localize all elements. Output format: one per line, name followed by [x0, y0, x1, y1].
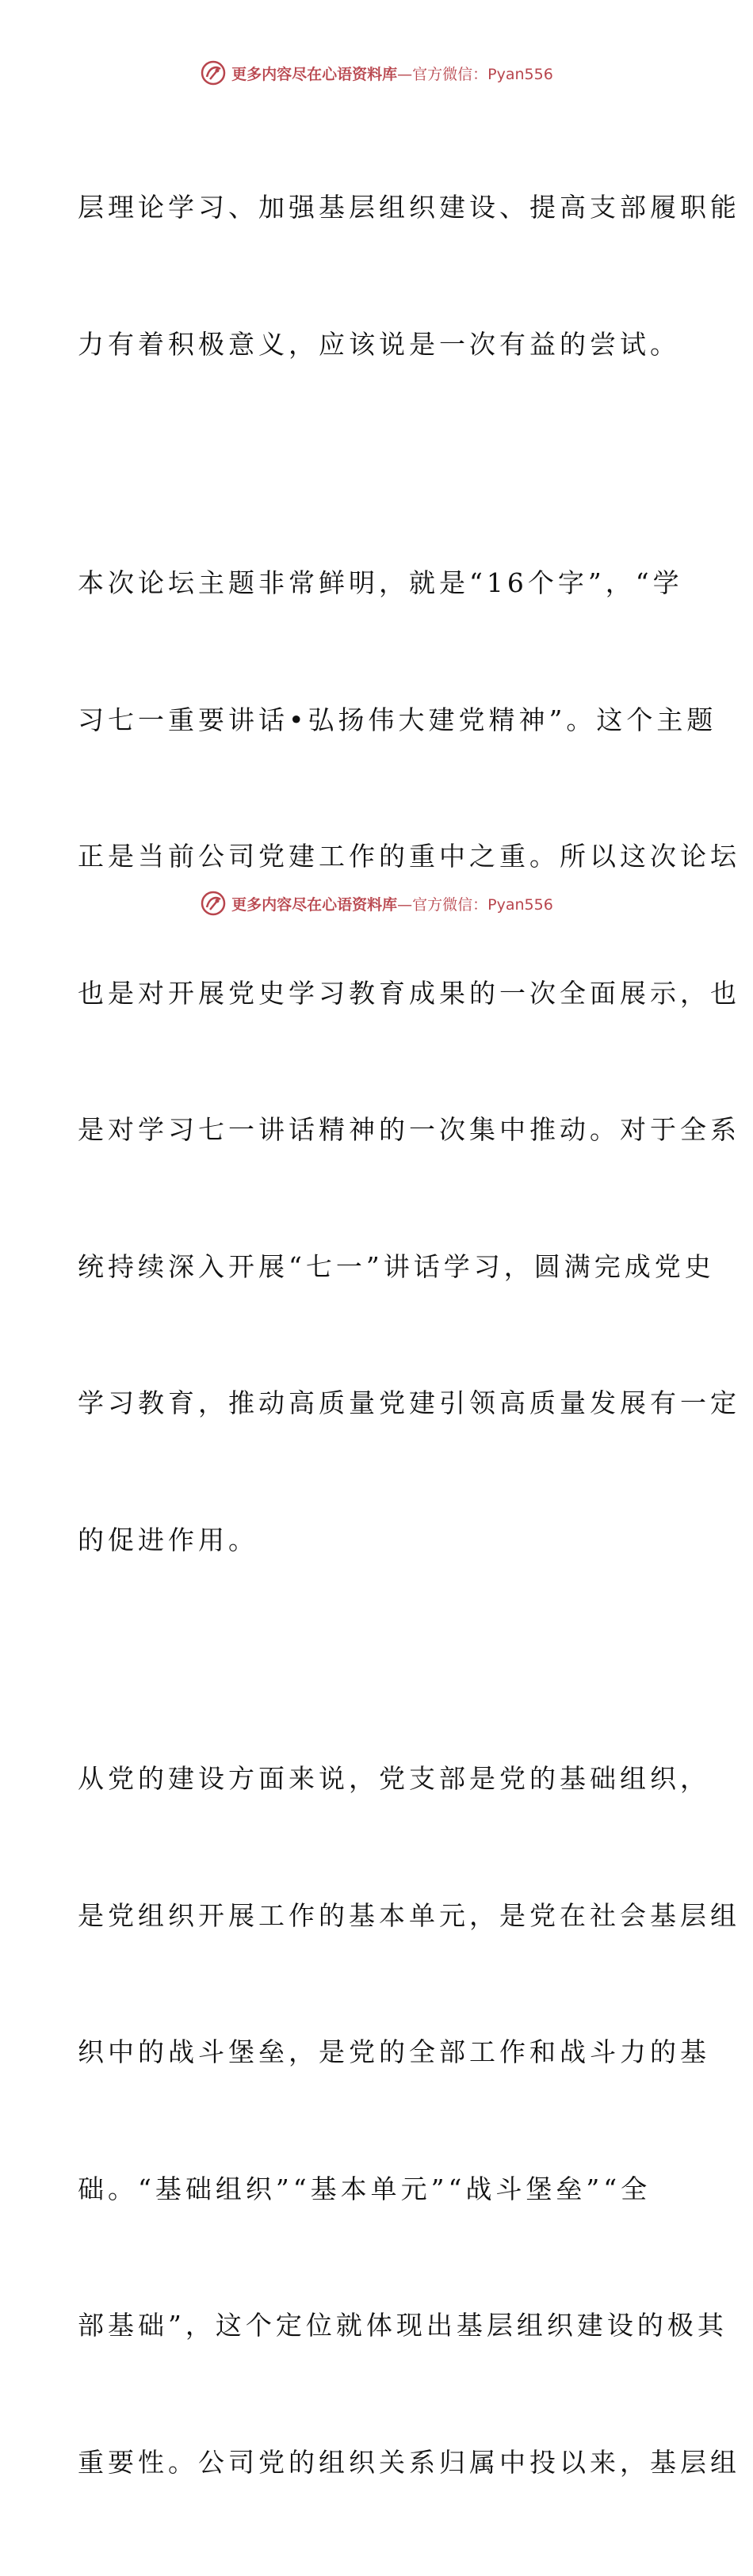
text-line: 础。“基础组织”“基本单元”“战斗堡垒”“全: [78, 2173, 652, 2204]
text-line: 本次论坛主题非常鲜明，就是“16个字”，“学: [78, 567, 683, 598]
text-line: 学习教育，推动高质量党建引领高质量发展有一定: [78, 1387, 740, 1418]
text-line: 部基础”，这个定位就体现出基层组织建设的极其: [78, 2310, 728, 2341]
text-line: 是党组织开展工作的基本单元，是党在社会基层组: [78, 1899, 740, 1931]
text-line: 层理论学习、加强基层组织建设、提高支部履职能: [78, 192, 740, 223]
text-line: 的促进作用。: [78, 1524, 258, 1555]
text-line: 正是当前公司党建工作的重中之重。所以这次论坛: [78, 841, 740, 872]
text-line: 重要性。公司党的组织关系归属中投以来，基层组: [78, 2446, 740, 2478]
watermark-text: 更多内容尽在心语资料库—官方微信：Pyan556: [231, 895, 553, 914]
text-line: 习七一重要讲话•弘扬伟大建党精神”。这个主题: [78, 704, 717, 735]
text-line: 力有着积极意义，应该说是一次有益的尝试。: [78, 328, 680, 360]
paragraph-1: [78, 93, 740, 458]
text-line: 从党的建设方面来说，党支部是党的基础组织，: [78, 1763, 710, 1794]
text-line: 统持续深入开展“七一”讲话学习，圆满完成党史: [78, 1250, 715, 1282]
text-line: 织中的战斗堡垒，是党的全部工作和战斗力的基: [78, 2036, 710, 2067]
paragraph-2: [78, 469, 740, 1654]
logo-seal-icon: [200, 59, 227, 86]
logo-seal-icon: [200, 890, 227, 917]
document-body: [78, 93, 740, 2576]
text-line: 是对学习七一讲话精神的一次集中推动。对于全系: [78, 1114, 740, 1145]
text-line: 也是对开展党史学习教育成果的一次全面展示，也: [78, 977, 740, 1009]
header-watermark: [0, 57, 753, 89]
watermark-text: 更多内容尽在心语资料库—官方微信：Pyan556: [231, 65, 553, 83]
footer-watermark: [0, 887, 753, 919]
paragraph-3: [78, 1665, 740, 2576]
